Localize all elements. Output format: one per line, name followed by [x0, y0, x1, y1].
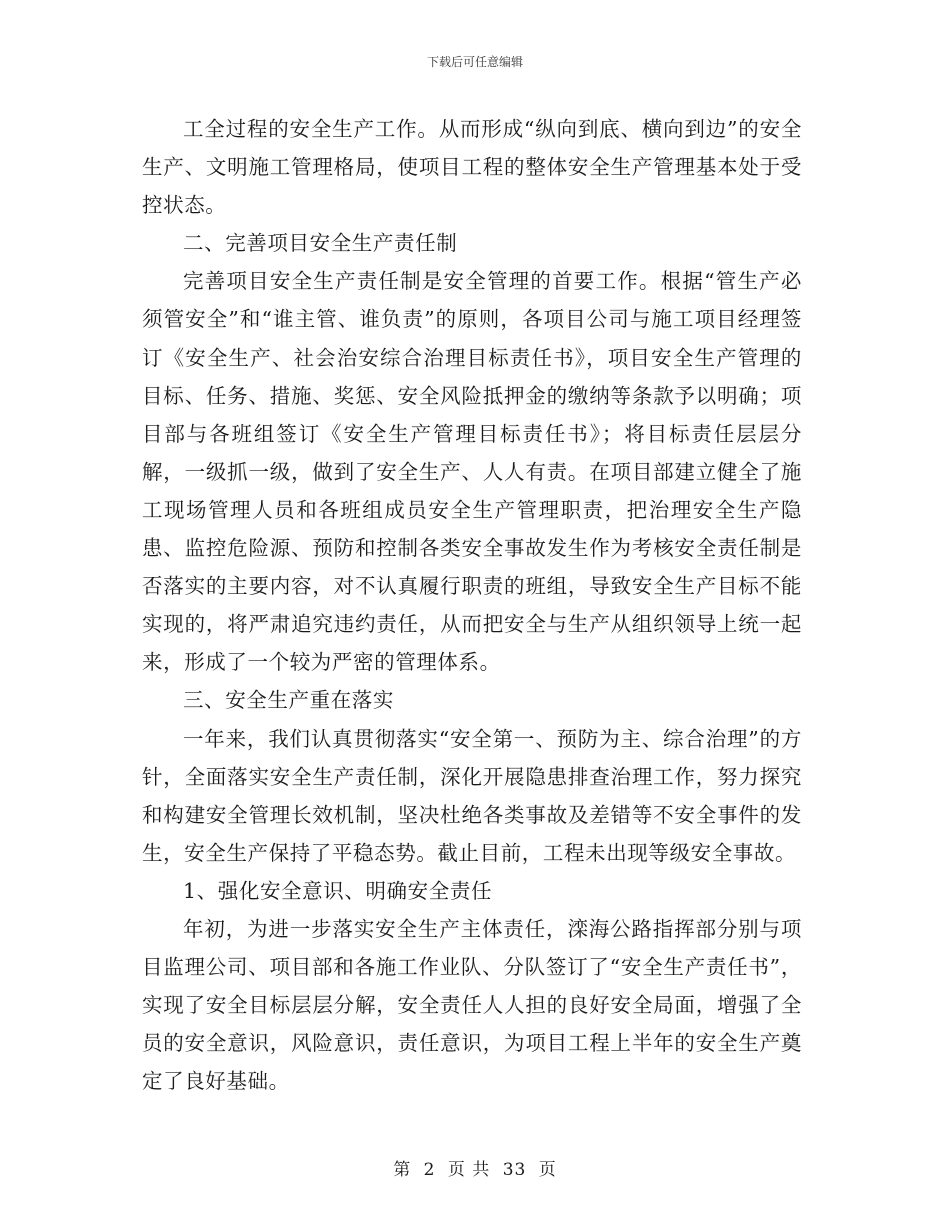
page-footer — [0, 1155, 950, 1180]
section-heading-2: 二、完善项目安全生产责任制 — [183, 231, 458, 256]
paragraph-2: 完善项目安全生产责任制是安全管理的首要工作。根据“管生产必须管安全”和“谁主管、谁负责”的原则，各项目公司与施工项目经理签订《安全生产、社会治安综合治理目标责任书》，项目安全生产管理的目标、任务、措施、奖惩、安全风险抵押金的缴纳等条款予以明确；项目部与各班组签订《安全生产管理目标责任书》；将目标责任层层分解，一级抓一级，做到了安全生产、人人有责。在项目部建立健全了施工现场管理人员和各班组成员安全生产管理职责，把治理安全生产隐患、监控危险源、预防和控制各类安全事故发生作为考核安全责任制是否落实的主要内容，对不认真履行职责的班组，导致安全生产目标不能实现的，将严肃追究违约责任，从而把安全与生产从组织领导上统一起来，形成了一个较为严密的管理体系。 — [142, 269, 802, 675]
section-heading-3: 三、安全生产重在落实 — [183, 688, 394, 713]
footer-total-pages: 33 — [502, 1160, 527, 1180]
footer-middle: 页 共 — [447, 1160, 491, 1180]
footer-suffix: 页 — [538, 1160, 557, 1180]
footer-prefix: 第 — [393, 1160, 412, 1180]
paragraph-4: 年初，为进一步落实安全生产主体责任，滦海公路指挥部分别与项目监理公司、项目部和各施工作业队、分队签订了“安全生产责任书”，实现了安全目标层层分解，安全责任人人担的良好安全局面，增强了全员的安全意识，风险意识，责任意识，为项目工程上半年的安全生产奠定了良好基础。 — [142, 916, 802, 1094]
document-body — [142, 110, 802, 1100]
page-header: 下载后可任意编辑 — [426, 55, 523, 69]
footer-page-number: 2 — [423, 1160, 436, 1180]
paragraph-3: 一年来，我们认真贯彻落实“安全第一、预防为主、综合治理”的方针，全面落实安全生产责任制，深化开展隐患排查治理工作，努力探究和构建安全管理长效机制，坚决杜绝各类事故及差错等不安全事件的发生，安全生产保持了平稳态势。截止目前，工程未出现等级安全事故。 — [142, 726, 802, 865]
paragraph-1: 工全过程的安全生产工作。从而形成“纵向到底、横向到边”的安全生产、文明施工管理格局，使项目工程的整体安全生产管理基本处于受控状态。 — [142, 117, 802, 218]
subsection-heading-1: 1、强化安全意识、明确安全责任 — [183, 878, 493, 903]
